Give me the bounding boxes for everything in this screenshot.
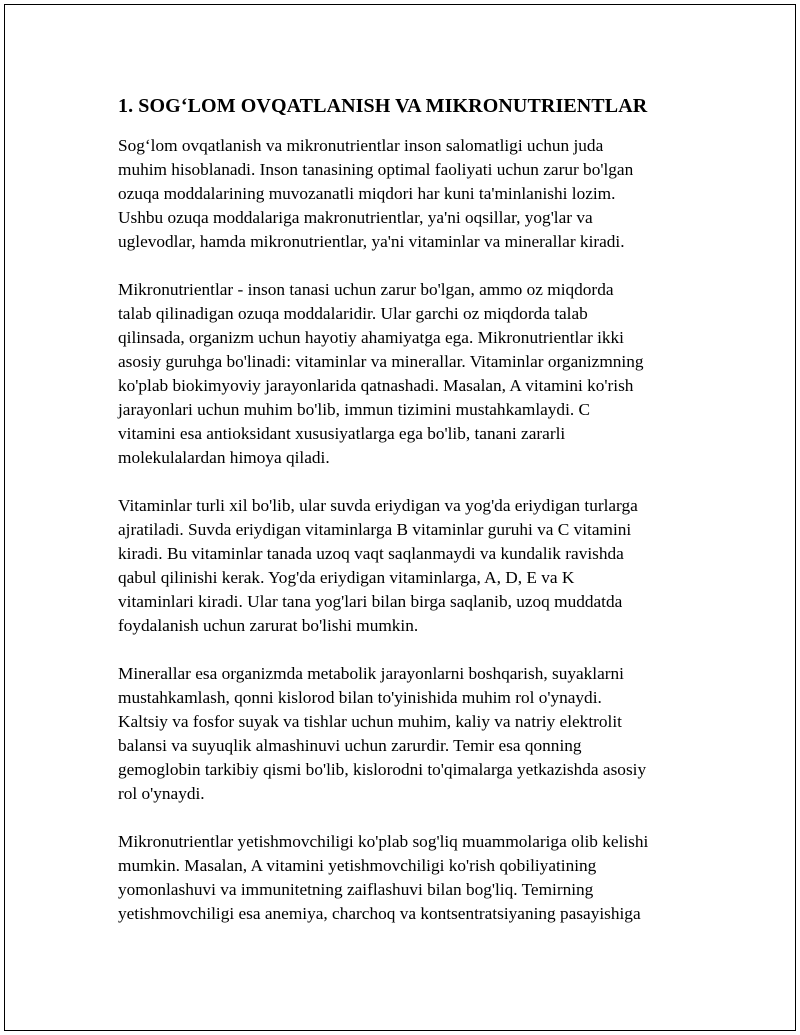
paragraph-line: muhim hisoblanadi. Inson tanasining optimal faoliyati uchun zarur bo'lgan bbox=[118, 160, 634, 179]
paragraph-line: balansi va suyuqlik almashinuvi uchun zarurdir. Temir esa qonning bbox=[118, 736, 582, 755]
paragraph-line: yomonlashuvi va immunitetning zaiflashuvi bilan bog'liq. Temirning bbox=[118, 880, 594, 899]
paragraph-line: Vitaminlar turli xil bo'lib, ular suvda eriydigan va yog'da eriydigan turlarga bbox=[118, 496, 638, 515]
paragraph-line: talab qilinadigan ozuqa moddalaridir. Ular garchi oz miqdorda talab bbox=[118, 304, 588, 323]
paragraph-line: rol o'ynaydi. bbox=[118, 784, 205, 803]
paragraph bbox=[118, 278, 693, 470]
paragraph-line: Minerallar esa organizmda metabolik jarayonlarni boshqarish, suyaklarni bbox=[118, 664, 624, 683]
paragraph-line: mustahkamlash, qonni kislorod bilan to'yinishida muhim rol o'ynaydi. bbox=[118, 688, 602, 707]
paragraph-line: qilinsada, organizm uchun hayotiy ahamiyatga ega. Mikronutrientlar ikki bbox=[118, 328, 624, 347]
paragraph-line: kiradi. Bu vitaminlar tanada uzoq vaqt saqlanmaydi va kundalik ravishda bbox=[118, 544, 624, 563]
paragraph-line: uglevodlar, hamda mikronutrientlar, ya'ni vitaminlar va minerallar kiradi. bbox=[118, 232, 625, 251]
paragraph-line: Mikronutrientlar yetishmovchiligi ko'plab sog'liq muammolariga olib kelishi bbox=[118, 832, 649, 851]
paragraph-line: molekulalardan himoya qiladi. bbox=[118, 448, 330, 467]
paragraph-line: Ushbu ozuqa moddalariga makronutrientlar, ya'ni oqsillar, yog'lar va bbox=[118, 208, 593, 227]
document-body bbox=[118, 92, 693, 950]
paragraph-line: asosiy guruhga bo'linadi: vitaminlar va minerallar. Vitaminlar organizmning bbox=[118, 352, 644, 371]
paragraph-line: Kaltsiy va fosfor suyak va tishlar uchun muhim, kaliy va natriy elektrolit bbox=[118, 712, 622, 731]
paragraph-list bbox=[118, 134, 693, 926]
paragraph-line: Sog‘lom ovqatlanish va mikronutrientlar inson salomatligi uchun juda bbox=[118, 136, 604, 155]
paragraph-line: mumkin. Masalan, A vitamini yetishmovchiligi ko'rish qobiliyatining bbox=[118, 856, 597, 875]
paragraph-line: Mikronutrientlar - inson tanasi uchun zarur bo'lgan, ammo oz miqdorda bbox=[118, 280, 614, 299]
paragraph bbox=[118, 662, 693, 806]
paragraph-line: ozuqa moddalarining muvozanatli miqdori har kuni ta'minlanishi lozim. bbox=[118, 184, 616, 203]
paragraph-line: yetishmovchiligi esa anemiya, charchoq va kontsentratsiyaning pasayishiga bbox=[118, 904, 641, 923]
document-title: 1. SOG‘LOM OVQATLANISH VA MIKRONUTRIENTLAR bbox=[118, 95, 648, 117]
paragraph-line: vitamini esa antioksidant xususiyatlarga ega bo'lib, tanani zararli bbox=[118, 424, 566, 443]
paragraph-line: foydalanish uchun zarurat bo'lishi mumkin. bbox=[118, 616, 419, 635]
paragraph bbox=[118, 494, 693, 638]
paragraph-line: ko'plab biokimyoviy jarayonlarida qatnashadi. Masalan, A vitamini ko'rish bbox=[118, 376, 634, 395]
paragraph bbox=[118, 830, 693, 926]
paragraph-line: jarayonlari uchun muhim bo'lib, immun tizimini mustahkamlaydi. C bbox=[118, 400, 591, 419]
paragraph-line: ajratiladi. Suvda eriydigan vitaminlarga B vitaminlar guruhi va C vitamini bbox=[118, 520, 632, 539]
paragraph-line: qabul qilinishi kerak. Yog'da eriydigan vitaminlarga, A, D, E va K bbox=[118, 568, 575, 587]
paragraph bbox=[118, 134, 693, 254]
paragraph-line: gemoglobin tarkibiy qismi bo'lib, kislorodni to'qimalarga yetkazishda asosiy bbox=[118, 760, 647, 779]
paragraph-line: vitaminlari kiradi. Ular tana yog'lari bilan birga saqlanib, uzoq muddatda bbox=[118, 592, 623, 611]
